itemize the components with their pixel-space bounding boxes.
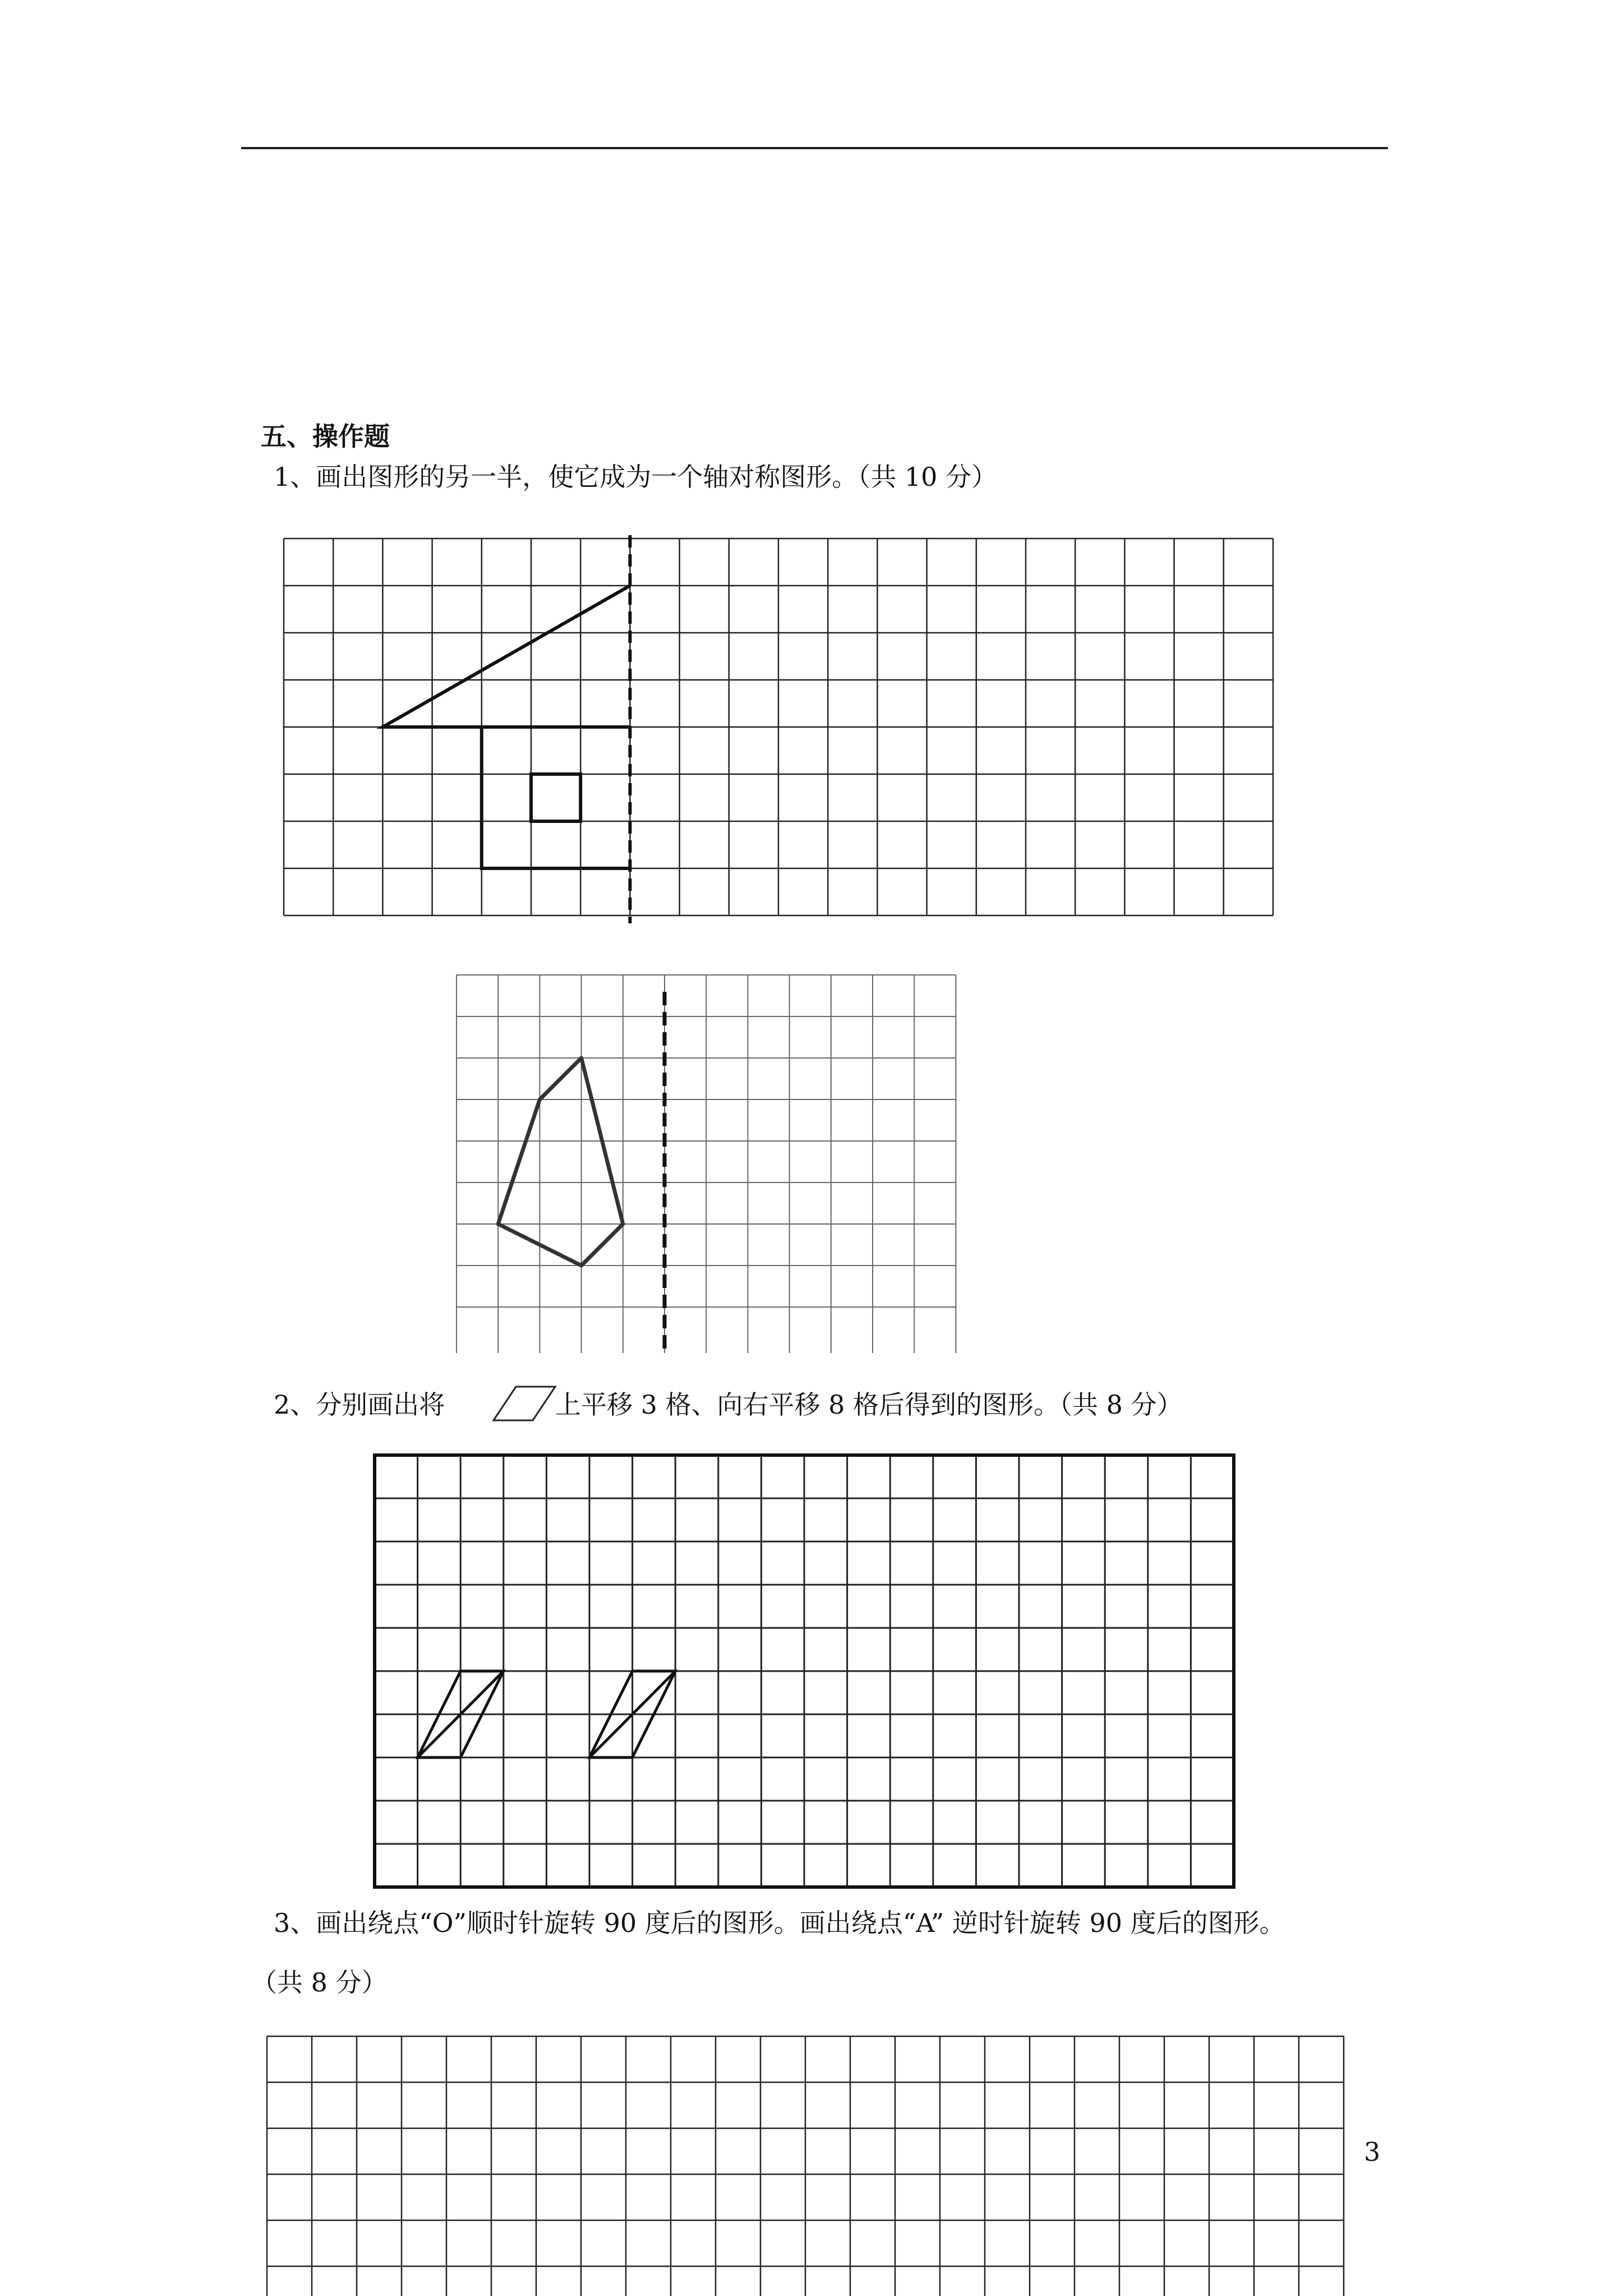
question-3-text-line2: （共 8 分） [251, 1967, 388, 1998]
page-number: 3 [1364, 2137, 1381, 2167]
question-3-text: 3、画出绕点“O”顺时针旋转 90 度后的图形。画出绕点“A” 逆时针旋转 90 度后的图形。 [274, 1908, 1285, 1938]
question-1-text: 1、画出图形的另一半，使它成为一个轴对称图形。（共 10 分） [274, 462, 998, 492]
question-2-text-after: 上平移 3 格、向右平移 8 格后得到的图形。（共 8 分） [555, 1389, 1183, 1420]
question-2-text-before: 2、分别画出将 [274, 1389, 445, 1420]
section-title: 五、操作题 [261, 421, 390, 452]
